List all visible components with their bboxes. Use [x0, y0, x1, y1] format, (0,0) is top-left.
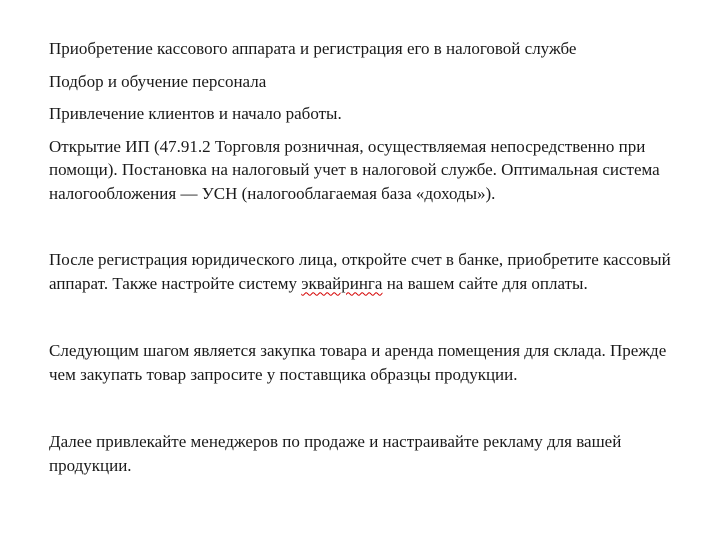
bank-text-end: на вашем сайте для оплаты.	[382, 273, 588, 293]
paragraph-staff: Подбор и обучение персонала	[49, 71, 267, 91]
misspelled-word[interactable]: эквайринга	[301, 273, 383, 293]
document-body	[49, 37, 689, 486]
paragraph-ip-registration: Открытие ИП (47.91.2 Торговля розничная, осуществляемая непосредственно при помощи). Постановка на налоговый учет в налоговой службе. Оптимальная система налогообложения — УСН (налогооблагаемая база «доходы»).	[49, 136, 660, 203]
paragraph-purchase: Следующим шагом является закупка товара и аренда помещения для склада. Прежде чем закупать товар запросите у поставщика образцы продукции.	[49, 341, 667, 384]
paragraph-bank-account	[49, 248, 689, 295]
bank-text-start: После регистрация юридического лица, откройте счет в банке, приобретите кассовый аппарат. Также настройте систему	[49, 250, 671, 293]
paragraph-cash-register: Приобретение кассового аппарата и регистрация его в налоговой службе	[49, 39, 577, 58]
paragraph-clients: Привлечение клиентов и начало работы.	[49, 104, 342, 123]
paragraph-marketing: Далее привлекайте менеджеров по продаже и настраивайте рекламу для вашей продукции.	[49, 432, 622, 475]
